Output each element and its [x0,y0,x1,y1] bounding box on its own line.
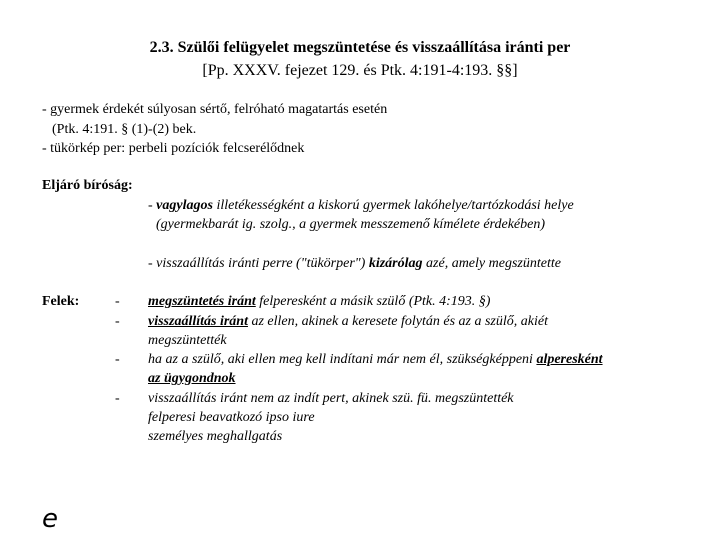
parties-item-2-underlined: visszaállítás iránt [148,314,248,329]
intro-line-2: (Ptk. 4:191. § (1)-(2) bek. [52,122,197,137]
parties-item-3-line2: az ügygondnok [148,371,236,386]
court-item-a [148,196,574,215]
parties-item-4-line1: visszaállítás iránt nem az indít pert, akinek szü. fü. megszüntették [148,391,514,406]
page-subtitle: [Pp. XXXV. fejezet 129. és Ptk. 4:191-4:193. §§] [202,62,518,79]
court-item-b-post: azé, amely megszüntette [422,256,561,271]
parties-item-2 [148,312,548,331]
page-title: 2.3. Szülői felügyelet megszüntetése és visszaállítása iránti per [149,39,571,56]
parties-item-4-line3: személyes meghallgatás [148,429,283,444]
court-item-b-pre: - visszaállítás iránti perre ("tükörper") [148,256,369,271]
court-item-a-line2: (gyermekbarát ig. szolg., a gyermek messzemenő kímélete érdekében) [156,217,546,232]
court-item-a-dash: - [148,198,157,213]
parties-dash-2: - [115,314,120,329]
court-item-a-bold: vagylagos [156,198,213,213]
intro-line-3: - tükörkép per: perbeli pozíciók felcserélődnek [42,141,305,156]
parties-item-2-line2: megszüntették [148,333,227,348]
court-item-b-bold: kizárólag [368,256,423,271]
e-logo-letter: e [42,504,58,534]
parties-item-1-rest: felperesként a másik szülő (Ptk. 4:193. §) [255,294,491,309]
parties-item-3-underlined: alperesként [536,352,603,367]
parties-item-4-line2: felperesi beavatkozó ipso iure [148,410,315,425]
court-label: Eljáró bíróság: [42,178,133,193]
court-item-a-rest: illetékességként a kiskorú gyermek lakóhelye/tartózkodási helye [212,198,574,213]
parties-item-1-underlined: megszüntetés iránt [148,294,256,309]
parties-dash-4: - [115,391,120,406]
parties-dash-3: - [115,352,120,367]
parties-item-1 [148,292,490,311]
parties-label: Felek: [42,294,80,309]
parties-item-3-pre: ha az a szülő, aki ellen meg kell indítani már nem él, szükségképpeni [148,352,537,367]
parties-item-3 [148,350,603,369]
intro-line-1: - gyermek érdekét súlyosan sértő, felróható magatartás esetén [42,102,388,117]
parties-item-2-rest: az ellen, akinek a keresete folytán és az a szülő, akiét [247,314,548,329]
parties-dash-1: - [115,294,120,309]
court-item-b [148,254,561,273]
